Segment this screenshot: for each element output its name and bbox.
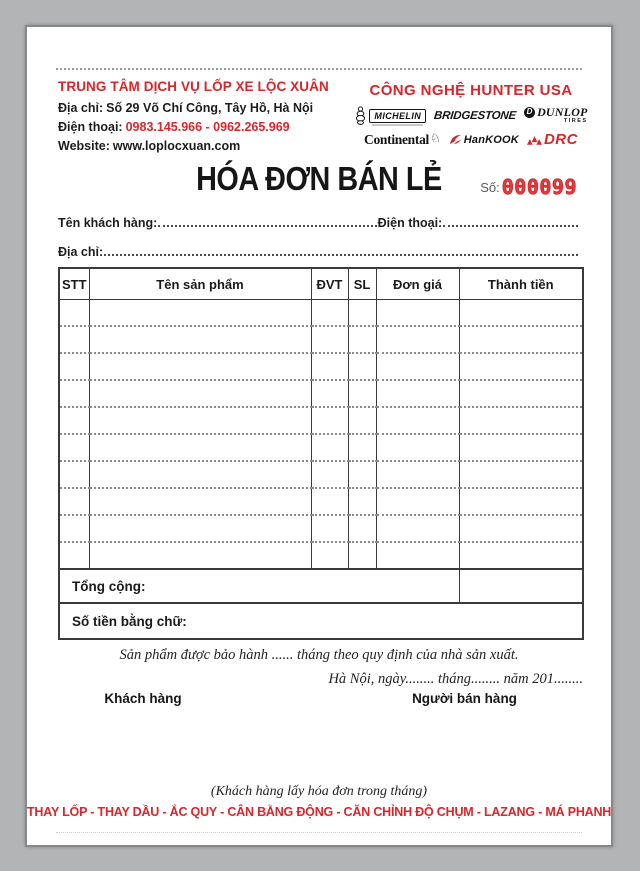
perforation-line-top [56, 68, 582, 70]
empty-item-row [59, 542, 583, 569]
empty-cell [89, 434, 311, 461]
empty-item-row [59, 488, 583, 515]
empty-cell [376, 434, 459, 461]
michelin-man-icon [354, 106, 367, 125]
empty-cell [311, 380, 348, 407]
empty-cell [376, 300, 459, 327]
empty-cell [59, 300, 89, 327]
phone-label: Điện thoại: [58, 120, 123, 134]
company-website [58, 137, 329, 156]
address-label: Địa chỉ: [58, 101, 104, 115]
empty-cell [89, 407, 311, 434]
amount-in-words-label: Số tiền bằng chữ: [59, 603, 583, 639]
empty-cell [459, 380, 583, 407]
warranty-note: Sản phẩm được bảo hành ...... tháng theo quy định của nhà sản xuất. [119, 647, 519, 663]
address-value: Số 29 Võ Chí Công, Tây Hồ, Hà Nội [106, 101, 314, 115]
services-line: THAY LỐP - THAY DẦU - ẮC QUY - CÂN BẰNG ĐỘNG - CĂN CHỈNH ĐỘ CHỤM - LAZANG - MÁ PHANH [27, 805, 612, 819]
empty-cell [311, 353, 348, 380]
empty-cell [459, 300, 583, 327]
website-label: Website: [58, 139, 110, 153]
drc-logo [527, 131, 578, 148]
empty-item-row [59, 434, 583, 461]
empty-cell [459, 434, 583, 461]
empty-cell [459, 461, 583, 488]
empty-cell [59, 488, 89, 515]
company-phone [58, 118, 329, 137]
technology-title: CÔNG NGHỆ HUNTER USA [369, 82, 573, 99]
amount-in-words-row [59, 603, 583, 639]
empty-cell [311, 488, 348, 515]
continental-logo [364, 130, 441, 147]
empty-cell [376, 326, 459, 353]
customer-phone-label: Điện thoại: [377, 216, 443, 230]
continental-wordmark: Continental [364, 131, 429, 147]
empty-cell [459, 515, 583, 542]
dunlop-logo [524, 106, 588, 125]
empty-cell [348, 515, 376, 542]
empty-cell [376, 461, 459, 488]
empty-cell [89, 488, 311, 515]
hankook-wordmark: HanKOOK [463, 133, 519, 146]
phone-value: 0983.145.966 - 0962.265.969 [125, 120, 290, 134]
column-header-0: STT [59, 268, 89, 300]
dunlop-tires-label: TIRES [563, 118, 588, 125]
empty-cell [376, 515, 459, 542]
empty-cell [89, 515, 311, 542]
empty-cell [459, 407, 583, 434]
empty-cell [376, 407, 459, 434]
customer-address-fill-line [104, 253, 578, 256]
empty-cell [348, 542, 376, 569]
empty-cell [348, 434, 376, 461]
perforation-line-bottom [56, 832, 582, 833]
column-header-4: Đơn giá [376, 268, 459, 300]
hankook-wing-icon [449, 134, 462, 145]
brand-row-1 [355, 105, 587, 126]
company-name: TRUNG TÂM DỊCH VỤ LỐP XE LỘC XUÂN [58, 79, 329, 94]
empty-cell [376, 488, 459, 515]
empty-cell [311, 407, 348, 434]
items-table-head [59, 268, 583, 300]
customer-name-fill-line [158, 224, 376, 227]
customer-signature-label: Khách hàng [104, 691, 182, 706]
empty-cell [59, 515, 89, 542]
empty-cell [459, 488, 583, 515]
empty-cell [59, 407, 89, 434]
empty-item-row [59, 353, 583, 380]
hankook-logo [449, 134, 519, 146]
empty-cell [59, 380, 89, 407]
total-row [59, 569, 583, 603]
empty-cell [89, 353, 311, 380]
empty-cell [59, 326, 89, 353]
empty-cell [459, 326, 583, 353]
empty-cell [89, 461, 311, 488]
items-table [58, 267, 584, 640]
empty-cell [348, 326, 376, 353]
customer-name-label: Tên khách hàng: [58, 216, 158, 230]
company-info-block [58, 79, 329, 156]
customer-address-row [58, 240, 579, 259]
empty-item-row [59, 300, 583, 327]
empty-cell [311, 434, 348, 461]
empty-cell [311, 515, 348, 542]
empty-item-row [59, 515, 583, 542]
drc-wordmark: DRC [543, 131, 578, 148]
empty-cell [311, 300, 348, 327]
total-value-cell [459, 569, 583, 603]
empty-cell [59, 461, 89, 488]
column-header-2: ĐVT [311, 268, 348, 300]
total-label: Tổng cộng: [59, 569, 459, 603]
items-table-body [59, 300, 583, 640]
brand-row-2 [355, 129, 587, 150]
empty-cell [311, 461, 348, 488]
empty-cell [348, 380, 376, 407]
empty-cell [459, 353, 583, 380]
continental-horse-icon: ♘ [430, 130, 441, 145]
column-header-1: Tên sản phẩm [89, 268, 311, 300]
column-header-5: Thành tiền [459, 268, 583, 300]
michelin-wordmark: MICHELIN [369, 109, 426, 123]
bridgestone-logo: BRIDGESTONE [433, 109, 517, 122]
invoice-title: HÓA ĐƠN BÁN LẺ [196, 160, 442, 198]
invoice-number-label: Số: [480, 180, 500, 195]
empty-cell [376, 542, 459, 569]
empty-item-row [59, 380, 583, 407]
customer-phone-fill-line [443, 224, 578, 227]
empty-item-row [59, 461, 583, 488]
empty-cell [348, 353, 376, 380]
empty-cell [376, 353, 459, 380]
drc-triangles-icon [527, 134, 542, 145]
empty-cell [348, 407, 376, 434]
empty-cell [59, 353, 89, 380]
invoice-number-group [480, 175, 577, 199]
dunlop-wordmark: DUNLOP [537, 105, 588, 120]
empty-cell [89, 380, 311, 407]
website-value: www.loplocxuan.com [112, 139, 241, 153]
customer-address-label: Địa chỉ: [58, 245, 104, 259]
empty-cell [348, 488, 376, 515]
brands-block [355, 82, 587, 153]
empty-cell [89, 542, 311, 569]
empty-cell [311, 542, 348, 569]
empty-cell [89, 326, 311, 353]
empty-item-row [59, 326, 583, 353]
empty-cell [376, 380, 459, 407]
column-header-3: SL [348, 268, 376, 300]
date-line: Hà Nội, ngày........ tháng........ năm 201........ [328, 671, 583, 687]
empty-cell [348, 461, 376, 488]
dunlop-d-icon: D [524, 107, 535, 118]
customer-name-phone-row [58, 211, 579, 230]
seller-signature-label: Người bán hàng [412, 691, 517, 706]
invoice-paper [25, 25, 613, 847]
invoice-number-value: 000099 [501, 175, 577, 199]
empty-cell [311, 326, 348, 353]
company-address [58, 99, 329, 118]
empty-item-row [59, 407, 583, 434]
empty-cell [89, 300, 311, 327]
empty-cell [348, 300, 376, 327]
empty-cell [59, 542, 89, 569]
empty-cell [459, 542, 583, 569]
empty-cell [59, 434, 89, 461]
michelin-logo [354, 106, 426, 125]
pickup-note: (Khách hàng lấy hóa đơn trong tháng) [210, 784, 428, 799]
